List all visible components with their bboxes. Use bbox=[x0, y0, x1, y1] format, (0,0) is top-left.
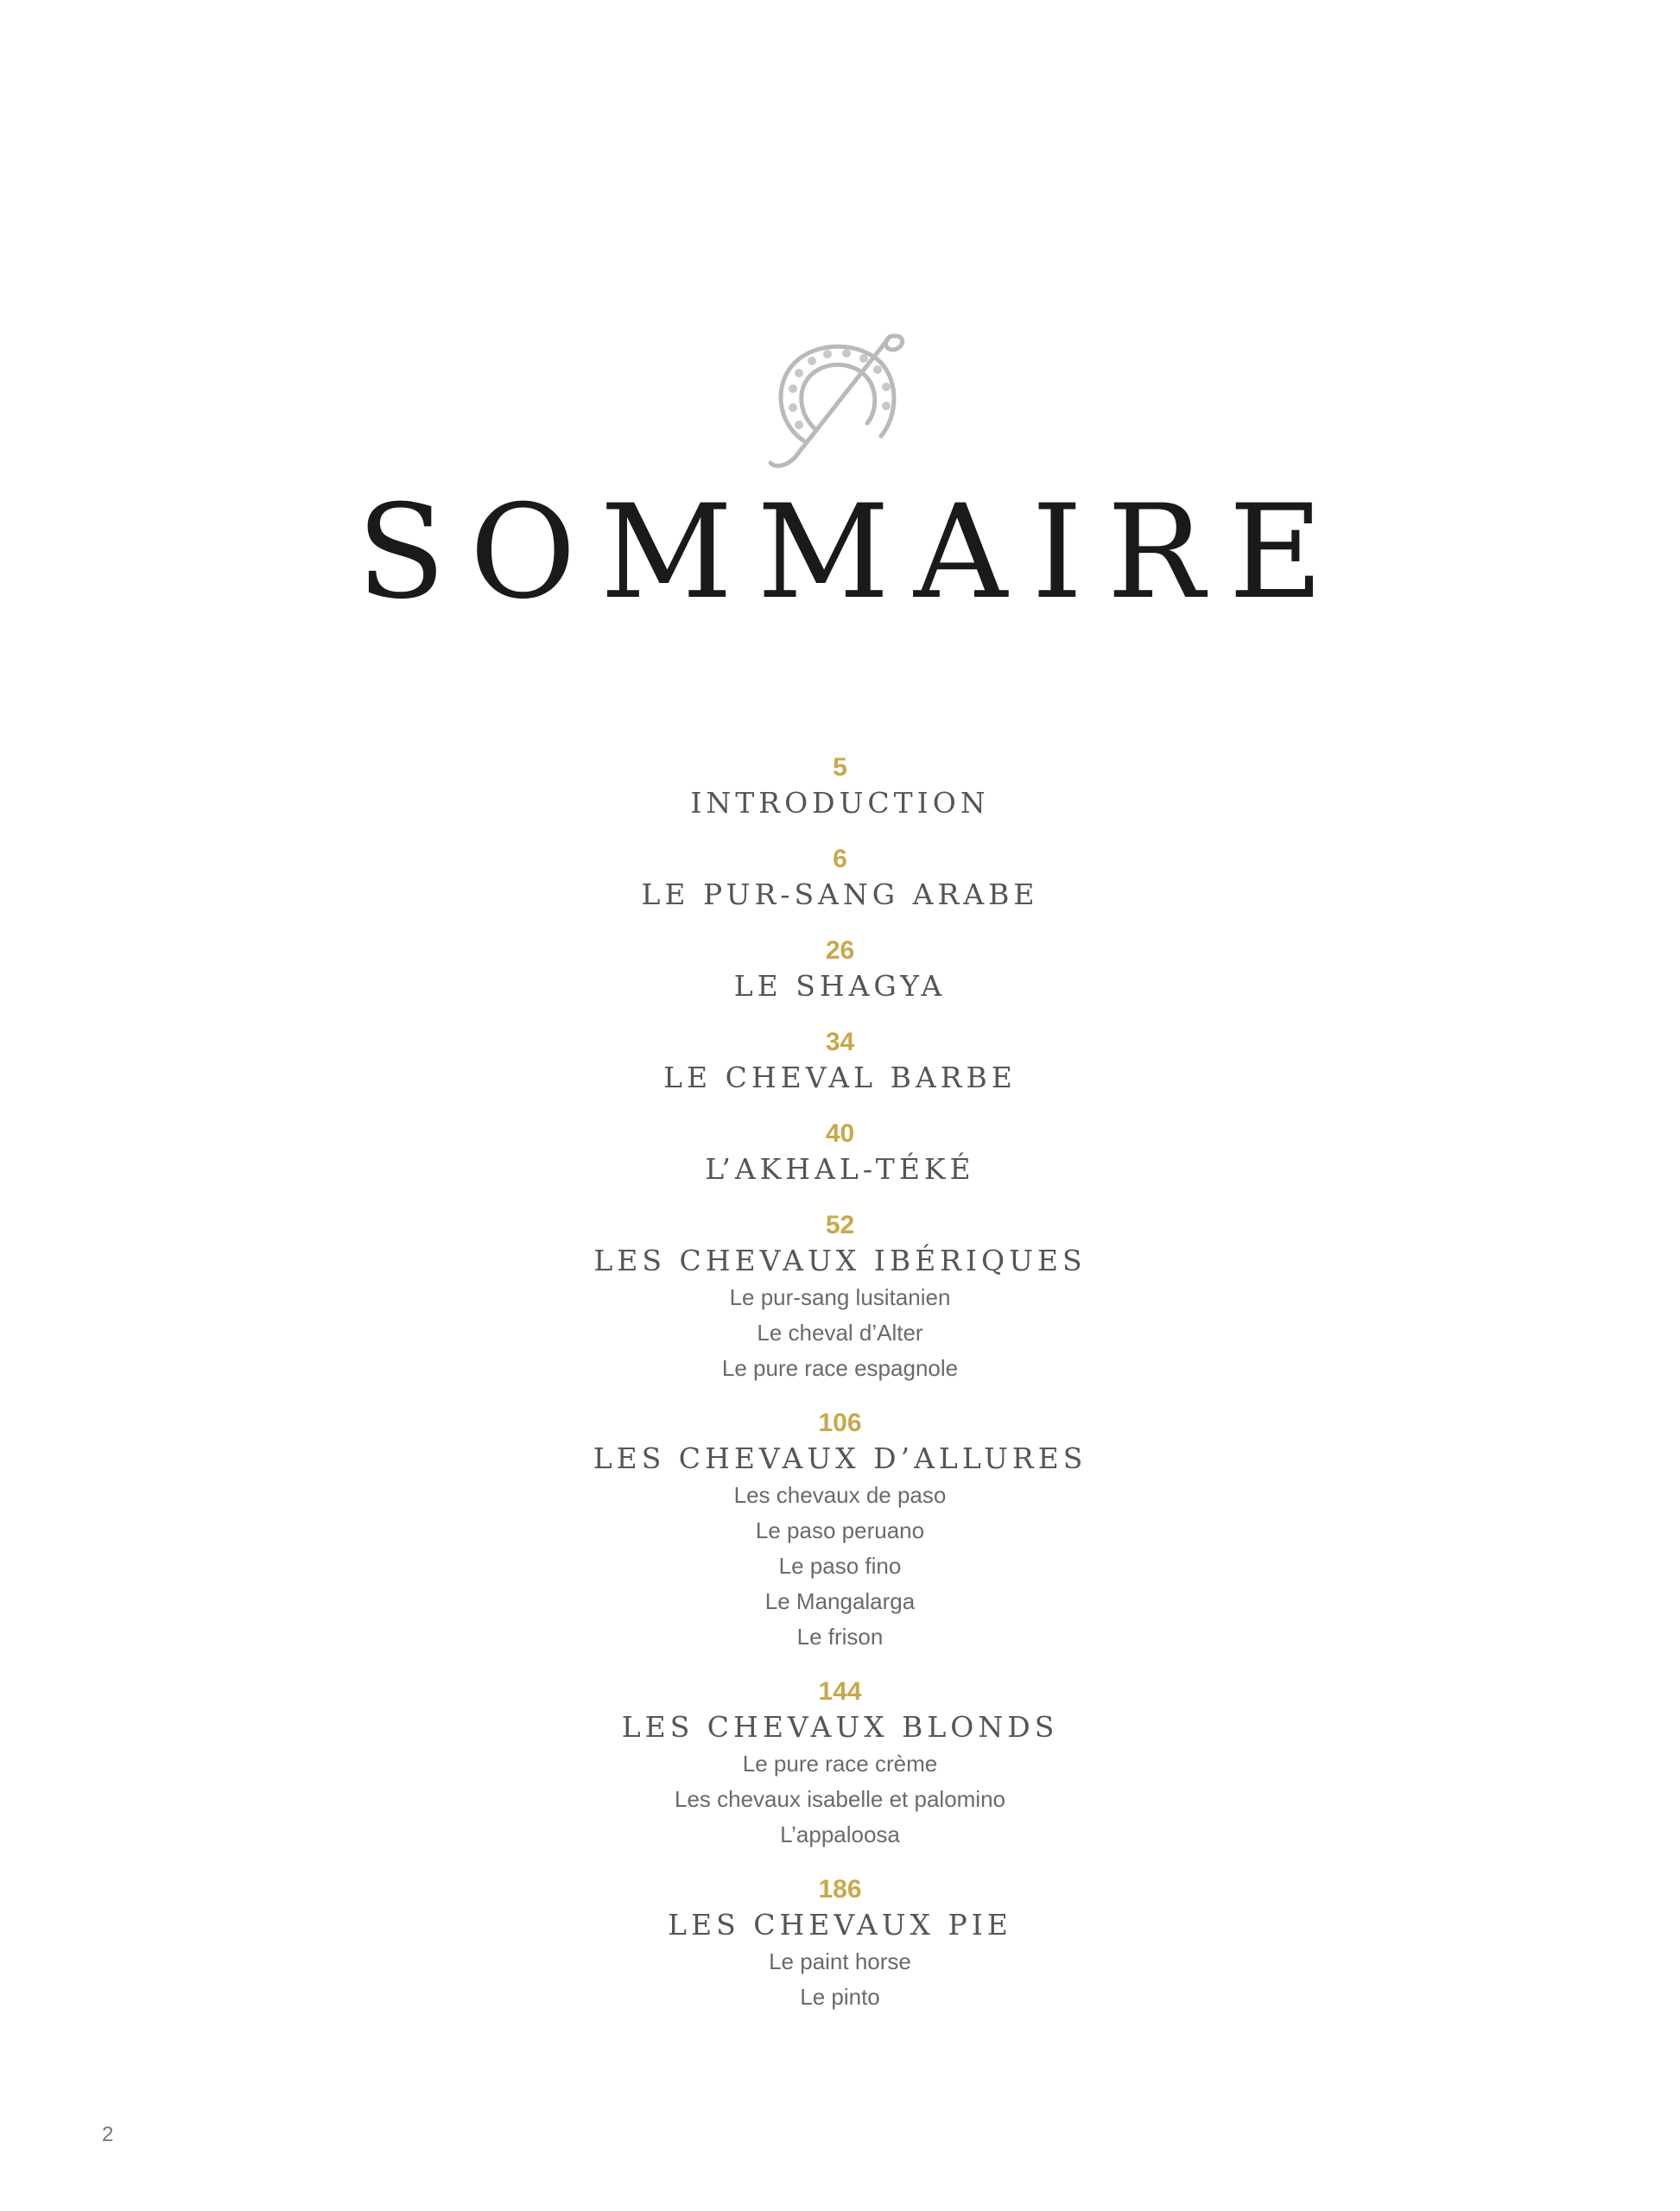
toc-entry bbox=[0, 1209, 1680, 1386]
toc-section-title: LES CHEVAUX D’ALLURES bbox=[593, 1441, 1087, 1475]
page-title: SOMMAIRE bbox=[357, 478, 1347, 628]
toc-page-number: 6 bbox=[833, 845, 847, 873]
toc-page-number: 144 bbox=[818, 1677, 862, 1706]
toc-subsection: Le Mangalarga bbox=[764, 1588, 916, 1614]
toc-subsection-list bbox=[0, 1746, 1680, 1853]
toc-section-title: L’AKHAL-TÉKÉ bbox=[705, 1152, 975, 1186]
toc-entry bbox=[0, 1026, 1680, 1097]
toc-page-number: 26 bbox=[825, 936, 855, 965]
toc-subsection: Le frison bbox=[796, 1624, 884, 1650]
toc-subsection: Le pure race espagnole bbox=[721, 1355, 959, 1381]
toc-subsection: Les chevaux de paso bbox=[733, 1482, 947, 1508]
toc-section-title: LE PUR-SANG ARABE bbox=[641, 877, 1039, 911]
toc-subsection: Le pur-sang lusitanien bbox=[729, 1284, 951, 1310]
toc-entry bbox=[0, 1118, 1680, 1188]
toc-subsection: Le pure race crème bbox=[742, 1751, 938, 1777]
toc-section-title: LES CHEVAUX IBÉRIQUES bbox=[593, 1244, 1087, 1277]
toc-entry bbox=[0, 843, 1680, 914]
toc-page-number: 5 bbox=[833, 753, 847, 782]
toc-page-number: 106 bbox=[818, 1409, 862, 1437]
toc-subsection: Les chevaux isabelle et palomino bbox=[674, 1786, 1006, 1812]
toc-subsection-list bbox=[0, 1478, 1680, 1655]
toc-entry bbox=[0, 1407, 1680, 1655]
toc-entry bbox=[0, 1873, 1680, 2015]
horseshoe-crop-icon bbox=[760, 328, 916, 475]
toc-section-title: LE SHAGYA bbox=[733, 969, 947, 1003]
toc-entry bbox=[0, 751, 1680, 822]
toc-subsection: Le pinto bbox=[800, 1984, 880, 2010]
toc-section-title: INTRODUCTION bbox=[690, 786, 990, 820]
toc-page-number: 34 bbox=[825, 1028, 855, 1056]
toc-page-number: 186 bbox=[818, 1875, 862, 1904]
toc-section-title: LES CHEVAUX BLONDS bbox=[621, 1710, 1059, 1744]
toc-subsection: Le paso fino bbox=[778, 1553, 902, 1579]
page-number: 2 bbox=[102, 2123, 114, 2146]
toc-subsection: Le paint horse bbox=[769, 1948, 911, 1974]
toc-subsection: Le cheval d’Alter bbox=[757, 1320, 923, 1346]
toc-section-title: LE CHEVAL BARBE bbox=[663, 1061, 1017, 1094]
toc-entry bbox=[0, 934, 1680, 1005]
table-of-contents bbox=[0, 751, 1680, 2036]
toc-page-number: 52 bbox=[825, 1211, 855, 1239]
toc-subsection: Le paso peruano bbox=[755, 1517, 925, 1543]
toc-subsection-list bbox=[0, 1280, 1680, 1386]
toc-entry bbox=[0, 1676, 1680, 1853]
toc-page-number: 40 bbox=[825, 1119, 855, 1148]
toc-subsection: L’appaloosa bbox=[780, 1821, 900, 1847]
toc-section-title: LES CHEVAUX PIE bbox=[668, 1908, 1012, 1942]
toc-subsection-list bbox=[0, 1944, 1680, 2015]
